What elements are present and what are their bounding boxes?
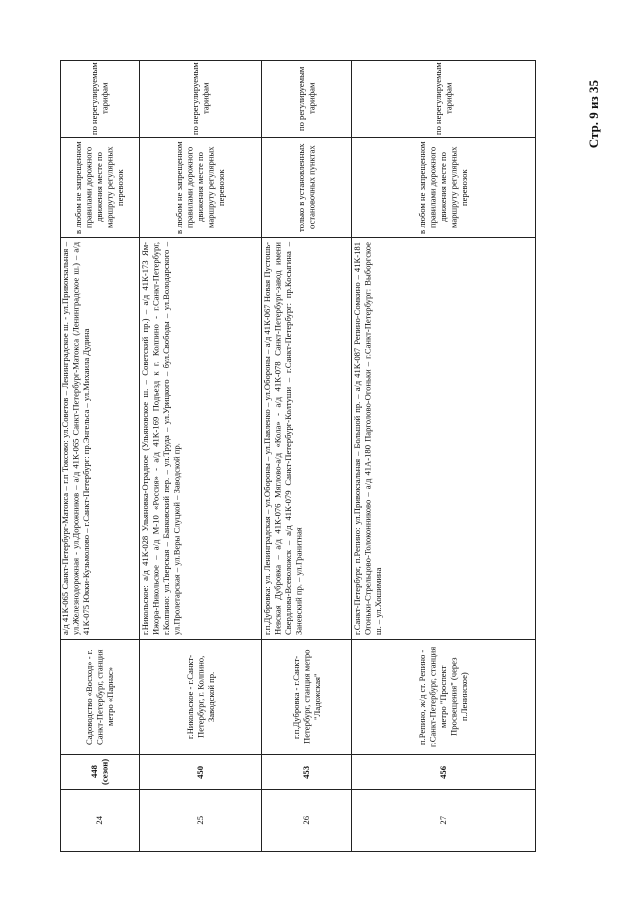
row-24-num-cell: 24: [60, 790, 140, 852]
row-24-path-cell: а/д 41К-065 Санкт-Петербург-Матокса – г.п Токсово: ул.Советов – Ленинградское ш. - ул.Привокзальная – ул.Железнодорожная - ул.Дорожников – а/д 41К-065 Санкт-Петербург-Матокса (Ленинградское ш.) – а/д 41К-075 Юкки-Кузьмолово – г.Санкт-Петербург: пр.Энгельса – ул.Михаила Дудина: [60, 238, 140, 640]
row-24-stops-cell: в любом не запрещенном правилами дорожного движения месте по маршруту регулярных перевозок: [60, 138, 140, 238]
row-25-path-cell: г.Никольское: а/д 41К-028 Ульяновка-Отрадное (Ульяновское ш. – Советский пр.) – а/д 41К-173 Ям-Ижора-Никольское – а/д М-10 «Россия» - а/д 41К-169 Подъезд к г. Колпино - г.Санкт-Петербург, г.Колпино: ул.Тверская – Банковский пер. – ул.Труда – ул.Урицкого – бул.Свободы – ул.Володарского – ул.Пролетарская – ул.Веры Слуцкой – Заводской пр.: [140, 238, 262, 640]
row-26-route-cell: 453: [262, 755, 352, 790]
row-25-stops-cell: в любом не запрещенном правилами дорожного движения месте по маршруту регулярных перевозок: [140, 138, 262, 238]
row-26-path-cell: г.п.Дубровка: ул. Ленинградская – ул.Обороны – ул.Павленко – ул.Обороны – а/д 41К-067 Новая Пустошь-Невская Дубровка – а/д 41К-076 Мяглово-а/д «Кола» - а/д 41К-078 Санкт-Петербург-завод имени Свердлова-Всеволожск – а/д 41К-079 Санкт-Петербург-Колтуши – г.Санкт-Петербург: пр.Косыгина – Заневский пр. – ул.Гранитная: [262, 238, 352, 640]
row-26-stops-cell: только в установленных остановочных пунктах: [262, 138, 352, 238]
row-24-tariff-cell: по нерегулируемым тарифам: [60, 60, 140, 138]
row-27-route-cell: 456: [352, 755, 536, 790]
row-26-name-cell: г.п.Дубровка - г.Санкт-Петербург, станция метро "Ладожская": [262, 640, 352, 755]
row-24-route-cell: 448 (сезон): [60, 755, 140, 790]
row-27-path-cell: г.Санкт-Петербург, п.Репино: ул.Привокзальная – Большой пр. – а/д 41К-087 Репино-Сомкино – 41К-181 Огоньки-Стрельцово-Толоконниково – а/д 41А-180 Пар​голово-Огоньки – г.Санкт-Петербург: Выборгское ш. – ул.Хошимина: [352, 238, 536, 640]
row-26-num-cell: 26: [262, 790, 352, 852]
row-25-route-cell: 450: [140, 755, 262, 790]
page-number: Стр. 9 из 35: [586, 80, 601, 149]
row-27-tariff-cell: по нерегулируемым тарифам: [352, 60, 536, 138]
row-24-name-cell: Садоводство «Восход» - г. Санкт-Петербург, станция метро «Парнас»: [60, 640, 140, 755]
row-26-tariff-cell: по регулируемым тарифам: [262, 60, 352, 138]
row-25-name-cell: г.Никольское - г.Санкт-Петербург, г. Колпино, Заводской пр.: [140, 640, 262, 755]
row-25-num-cell: 25: [140, 790, 262, 852]
row-27-stops-cell: в любом не запрещенном правилами дорожного движения месте по маршруту регулярных перевозок: [352, 138, 536, 238]
row-25-tariff-cell: по нерегулируемым тарифам: [140, 60, 262, 138]
row-27-num-cell: 27: [352, 790, 536, 852]
row-27-name-cell: п.Репино, ж/д ст. Репино - г.Санкт-Петербург, станция метро "Проспект Просвещения" (через п.Ленинское): [352, 640, 536, 755]
